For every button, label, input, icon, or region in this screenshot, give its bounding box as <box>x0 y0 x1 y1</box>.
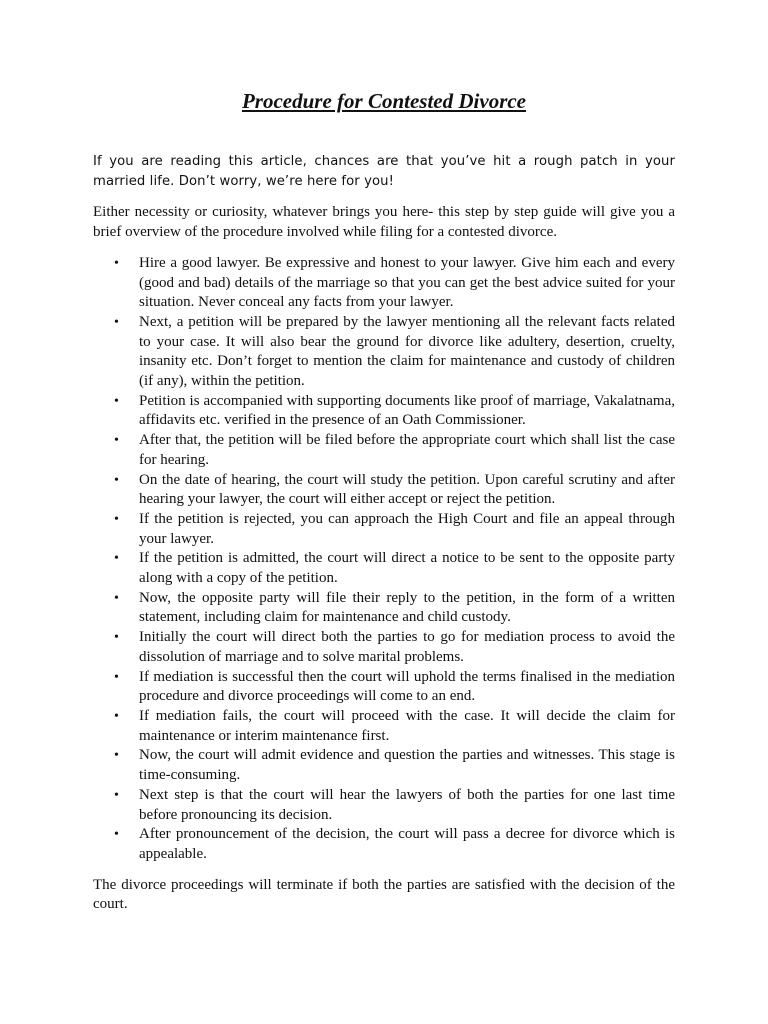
steps-list <box>93 254 675 865</box>
step-item <box>93 471 675 510</box>
overview-paragraph: Either necessity or curiosity, whatever brings you here- this step by step guide will give you a brief overview of the procedure involved while filing for a contested divorce. <box>93 204 675 241</box>
step-item <box>93 668 675 707</box>
document-page <box>93 0 675 915</box>
step-text: After pronouncement of the decision, the court will pass a decree for divorce which is appealable. <box>139 826 675 862</box>
step-text: If the petition is rejected, you can approach the High Court and file an appeal through your lawyer. <box>139 510 675 547</box>
bullet-icon: • <box>114 787 119 803</box>
step-text: Initially the court will direct both the parties to go for mediation process to avoid the dissolution of marriage and to solve marital problems. <box>139 629 675 665</box>
step-item <box>93 707 675 746</box>
step-item <box>93 746 675 785</box>
step-item <box>93 431 675 470</box>
step-item <box>93 589 675 628</box>
bullet-icon: • <box>114 511 119 527</box>
bullet-icon: • <box>114 748 119 764</box>
step-text: Now, the court will admit evidence and question the parties and witnesses. This stage is time-consuming. <box>139 747 675 784</box>
bullet-icon: • <box>114 827 119 843</box>
step-item <box>93 825 675 864</box>
step-item <box>93 510 675 549</box>
step-text: After that, the petition will be filed before the appropriate court which shall list the case for hearing. <box>139 432 675 468</box>
step-text: Now, the opposite party will file their reply to the petition, in the form of a written statement, including claim for maintenance and child custody. <box>139 589 675 626</box>
step-item <box>93 786 675 825</box>
step-text: Hire a good lawyer. Be expressive and honest to your lawyer. Give him each and every (good and bad) details of the marriage so that you can get the best advice suited for your situation. Never conceal any facts from your lawyer. <box>139 254 675 311</box>
step-text: Petition is accompanied with supporting documents like proof of marriage, Vakalatnama, affidavits etc. verified in the presence of an Oath Commissioner. <box>139 392 675 429</box>
bullet-icon: • <box>114 630 119 646</box>
step-text: If the petition is admitted, the court will direct a notice to be sent to the opposite party along with a copy of the petition. <box>139 550 675 587</box>
closing-paragraph: The divorce proceedings will terminate if both the parties are satisfied with the decision of the court. <box>93 876 675 913</box>
step-item <box>93 628 675 667</box>
step-text: If mediation is successful then the court will uphold the terms finalised in the mediation procedure and divorce proceedings will come to an end. <box>139 668 675 705</box>
step-text: On the date of hearing, the court will study the petition. Upon careful scrutiny and after hearing your lawyer, the court will either accept or reject the petition. <box>139 471 675 508</box>
step-item <box>93 549 675 588</box>
step-text: Next step is that the court will hear the lawyers of both the parties for one last time before pronouncing its decision. <box>139 786 675 823</box>
document-title: Procedure for Contested Divorce <box>241 89 527 113</box>
step-item <box>93 254 675 313</box>
step-item <box>93 313 675 392</box>
step-text: If mediation fails, the court will proceed with the case. It will decide the claim for maintenance or interim maintenance first. <box>139 707 675 744</box>
step-item <box>93 392 675 431</box>
bullet-icon: • <box>114 551 119 567</box>
bullet-icon: • <box>114 393 119 409</box>
bullet-icon: • <box>114 708 119 724</box>
bullet-icon: • <box>114 472 119 488</box>
bullet-icon: • <box>114 255 119 271</box>
bullet-icon: • <box>114 314 119 330</box>
bullet-icon: • <box>114 590 119 606</box>
step-text: Next, a petition will be prepared by the lawyer mentioning all the relevant facts related to your case. It will also bear the ground for divorce like adultery, desertion, cruelty, insanity etc. Don’t forget to mention the claim for maintenance and custody of children (if any), within the petition. <box>139 313 675 390</box>
intro-paragraph: If you are reading this article, chances are that you’ve hit a rough patch in your married life. Don’t worry, we’re here for you! <box>93 154 675 189</box>
bullet-icon: • <box>114 433 119 449</box>
bullet-icon: • <box>114 669 119 685</box>
